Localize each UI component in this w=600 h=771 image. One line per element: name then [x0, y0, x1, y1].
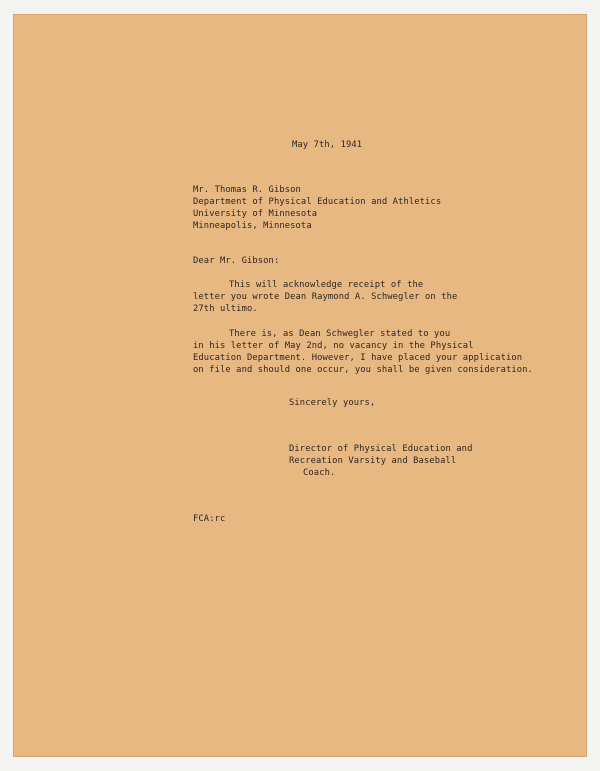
- paragraph1-line1: This will acknowledge receipt of the: [229, 280, 424, 290]
- recipient-name: Mr. Thomas R. Gibson: [193, 185, 301, 195]
- letter-date: May 7th, 1941: [292, 140, 363, 150]
- letter-page: [13, 14, 587, 757]
- signature-line3: Coach.: [303, 468, 336, 478]
- signature-line2: Recreation Varsity and Baseball: [289, 456, 457, 466]
- recipient-city: Minneapolis, Minnesota: [193, 221, 312, 231]
- paragraph2-line1: There is, as Dean Schwegler stated to you: [229, 329, 451, 339]
- closing: Sincerely yours,: [289, 398, 376, 408]
- signature-line1: Director of Physical Education and: [289, 444, 473, 454]
- salutation: Dear Mr. Gibson:: [193, 256, 280, 266]
- paragraph1-line2: letter you wrote Dean Raymond A. Schwegler on the: [193, 292, 458, 302]
- recipient-university: University of Minnesota: [193, 209, 318, 219]
- paragraph2-line4: on file and should one occur, you shall be given consideration.: [193, 365, 533, 375]
- paragraph1-line3: 27th ultimo.: [193, 304, 258, 314]
- recipient-department: Department of Physical Education and Athletics: [193, 197, 442, 207]
- paragraph2-line2: in his letter of May 2nd, no vacancy in the Physical: [193, 341, 474, 351]
- paragraph2-line3: Education Department. However, I have placed your application: [193, 353, 523, 363]
- typist-initials: FCA:rc: [193, 514, 226, 524]
